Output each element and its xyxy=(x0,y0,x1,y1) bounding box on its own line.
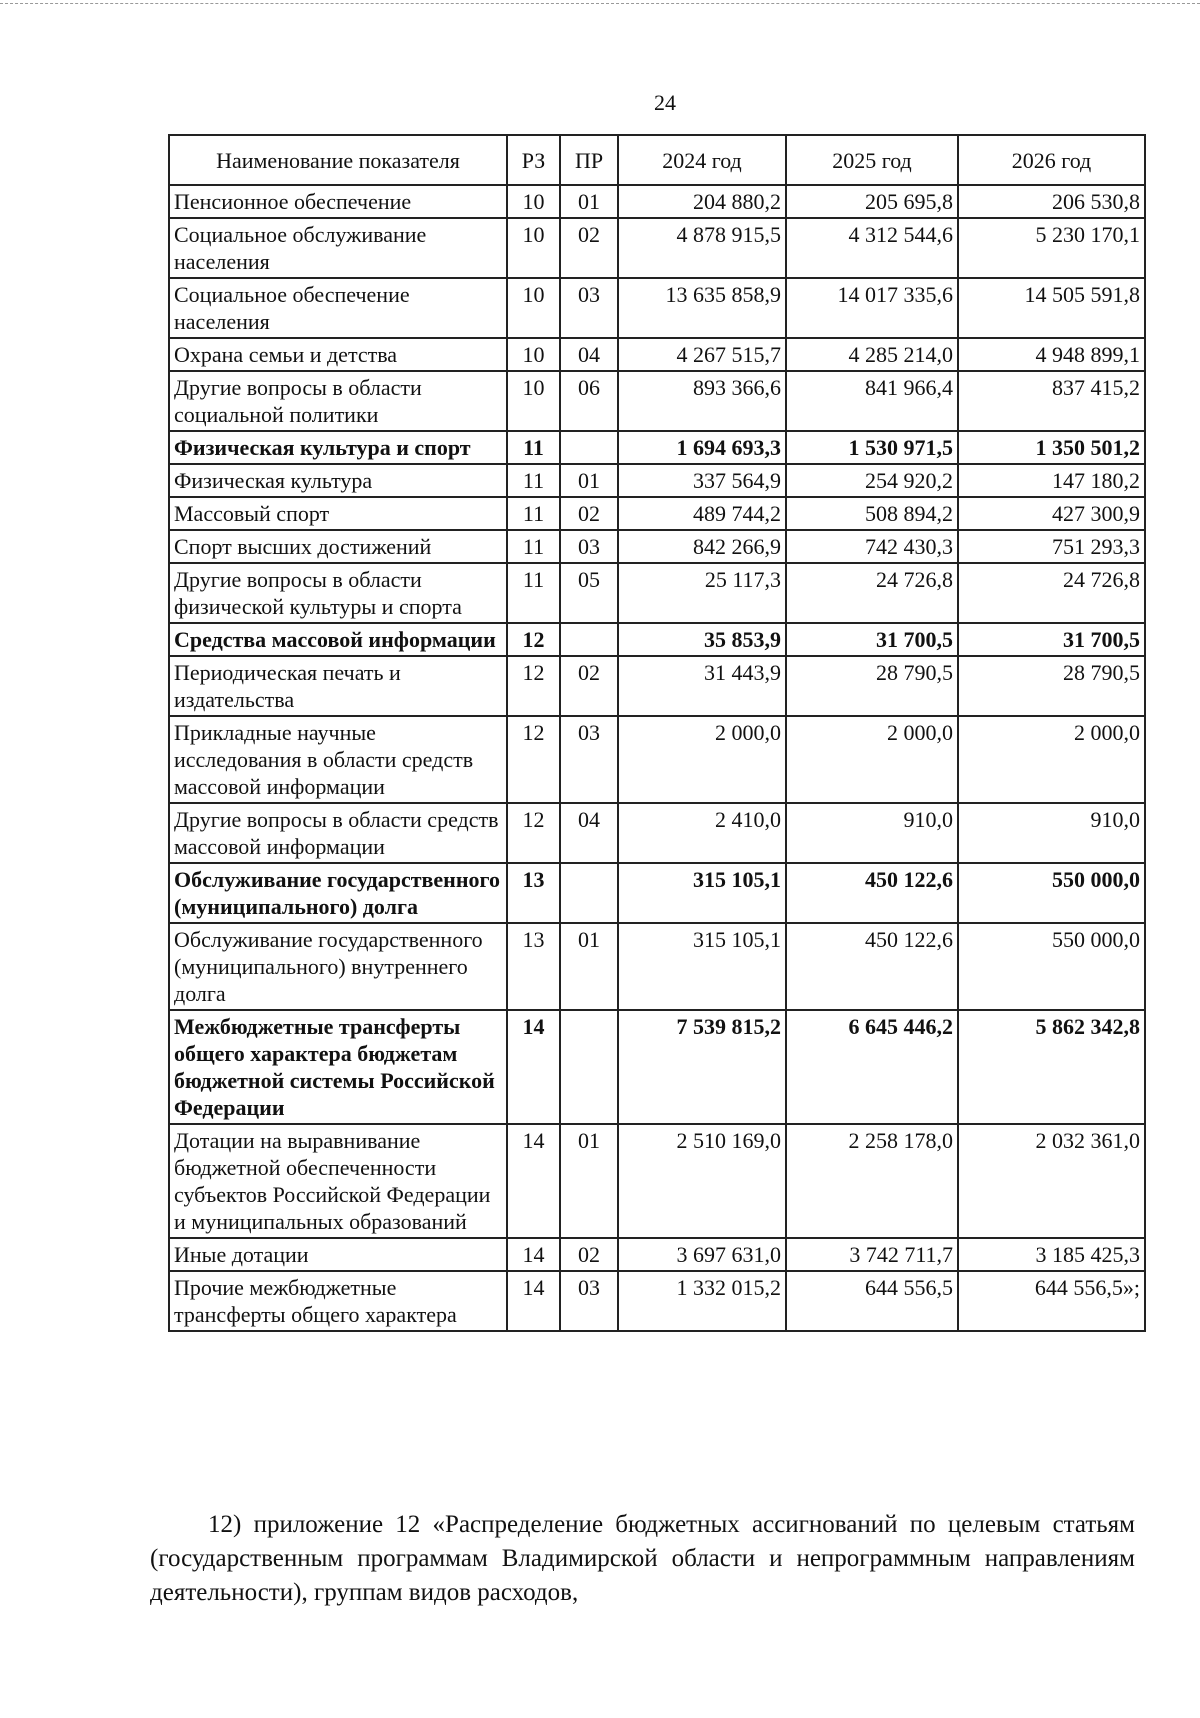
row-name: Периодическая печать и издательства xyxy=(169,656,507,716)
table-row xyxy=(169,1124,1145,1238)
table-row xyxy=(169,623,1145,656)
row-rz: 14 xyxy=(507,1271,560,1331)
row-value-2026: 5 862 342,8 xyxy=(958,1010,1145,1124)
table-row xyxy=(169,278,1145,338)
row-pr xyxy=(560,623,618,656)
table-body xyxy=(169,185,1145,1331)
row-name: Охрана семьи и детства xyxy=(169,338,507,371)
row-pr: 03 xyxy=(560,716,618,803)
row-name: Другие вопросы в области физической культуры и спорта xyxy=(169,563,507,623)
table-row xyxy=(169,563,1145,623)
row-value-2024: 315 105,1 xyxy=(618,923,786,1010)
table-row xyxy=(169,1010,1145,1124)
row-value-2026: 14 505 591,8 xyxy=(958,278,1145,338)
row-rz: 11 xyxy=(507,530,560,563)
row-value-2025: 2 000,0 xyxy=(786,716,958,803)
row-pr: 04 xyxy=(560,338,618,371)
row-value-2026: 644 556,5»; xyxy=(958,1271,1145,1331)
table-row xyxy=(169,338,1145,371)
row-name: Физическая культура и спорт xyxy=(169,431,507,464)
continuation-paragraph: 12) приложение 12 «Распределение бюджетных ассигнований по целевым статьям (государственным программам Владимирской области и непрограммным направлениям деятельности), группам видов расходов, xyxy=(150,1511,1135,1606)
table-row xyxy=(169,923,1145,1010)
row-value-2026: 31 700,5 xyxy=(958,623,1145,656)
row-pr: 01 xyxy=(560,1124,618,1238)
row-value-2026: 4 948 899,1 xyxy=(958,338,1145,371)
table-row xyxy=(169,1271,1145,1331)
row-pr xyxy=(560,863,618,923)
row-value-2026: 24 726,8 xyxy=(958,563,1145,623)
row-value-2026: 5 230 170,1 xyxy=(958,218,1145,278)
table-row xyxy=(169,530,1145,563)
table-row xyxy=(169,371,1145,431)
row-name: Пенсионное обеспечение xyxy=(169,185,507,218)
row-value-2025: 2 258 178,0 xyxy=(786,1124,958,1238)
row-value-2025: 205 695,8 xyxy=(786,185,958,218)
row-rz: 12 xyxy=(507,803,560,863)
page-top-edge xyxy=(0,3,1200,4)
row-pr: 02 xyxy=(560,497,618,530)
row-rz: 12 xyxy=(507,656,560,716)
table-row xyxy=(169,863,1145,923)
row-value-2025: 28 790,5 xyxy=(786,656,958,716)
row-value-2024: 204 880,2 xyxy=(618,185,786,218)
header-pr: ПР xyxy=(560,135,618,185)
row-value-2026: 28 790,5 xyxy=(958,656,1145,716)
row-value-2024: 13 635 858,9 xyxy=(618,278,786,338)
row-value-2025: 841 966,4 xyxy=(786,371,958,431)
row-name: Прочие межбюджетные трансферты общего характера xyxy=(169,1271,507,1331)
row-value-2026: 837 415,2 xyxy=(958,371,1145,431)
row-value-2026: 2 032 361,0 xyxy=(958,1124,1145,1238)
row-pr: 04 xyxy=(560,803,618,863)
table-row xyxy=(169,1238,1145,1271)
row-value-2026: 751 293,3 xyxy=(958,530,1145,563)
header-2025: 2025 год xyxy=(786,135,958,185)
row-value-2025: 644 556,5 xyxy=(786,1271,958,1331)
table-row xyxy=(169,218,1145,278)
row-rz: 10 xyxy=(507,338,560,371)
row-value-2026: 206 530,8 xyxy=(958,185,1145,218)
row-rz: 13 xyxy=(507,863,560,923)
row-rz: 10 xyxy=(507,218,560,278)
row-name: Дотации на выравнивание бюджетной обеспеченности субъектов Российской Федерации и муниципальных образований xyxy=(169,1124,507,1238)
row-pr xyxy=(560,431,618,464)
table-row xyxy=(169,431,1145,464)
header-2024: 2024 год xyxy=(618,135,786,185)
row-value-2024: 25 117,3 xyxy=(618,563,786,623)
row-name: Прикладные научные исследования в области средств массовой информации xyxy=(169,716,507,803)
row-name: Социальное обеспечение населения xyxy=(169,278,507,338)
row-value-2026: 2 000,0 xyxy=(958,716,1145,803)
row-value-2026: 550 000,0 xyxy=(958,863,1145,923)
row-value-2025: 4 285 214,0 xyxy=(786,338,958,371)
row-value-2026: 910,0 xyxy=(958,803,1145,863)
row-value-2025: 4 312 544,6 xyxy=(786,218,958,278)
row-value-2024: 337 564,9 xyxy=(618,464,786,497)
row-name: Социальное обслуживание населения xyxy=(169,218,507,278)
row-pr: 02 xyxy=(560,656,618,716)
row-pr: 06 xyxy=(560,371,618,431)
row-rz: 10 xyxy=(507,185,560,218)
row-pr: 05 xyxy=(560,563,618,623)
row-pr xyxy=(560,1010,618,1124)
row-value-2026: 3 185 425,3 xyxy=(958,1238,1145,1271)
table-header-row xyxy=(169,135,1145,185)
row-value-2025: 742 430,3 xyxy=(786,530,958,563)
row-pr: 01 xyxy=(560,185,618,218)
row-value-2024: 35 853,9 xyxy=(618,623,786,656)
row-value-2026: 147 180,2 xyxy=(958,464,1145,497)
row-rz: 12 xyxy=(507,716,560,803)
table-row xyxy=(169,803,1145,863)
row-value-2024: 1 694 693,3 xyxy=(618,431,786,464)
table-row xyxy=(169,185,1145,218)
row-value-2024: 3 697 631,0 xyxy=(618,1238,786,1271)
row-rz: 11 xyxy=(507,563,560,623)
row-value-2024: 2 000,0 xyxy=(618,716,786,803)
row-value-2024: 315 105,1 xyxy=(618,863,786,923)
row-name: Средства массовой информации xyxy=(169,623,507,656)
row-value-2025: 1 530 971,5 xyxy=(786,431,958,464)
row-name: Иные дотации xyxy=(169,1238,507,1271)
page-number: 24 xyxy=(654,90,676,115)
row-pr: 01 xyxy=(560,464,618,497)
row-pr: 02 xyxy=(560,1238,618,1271)
row-value-2024: 842 266,9 xyxy=(618,530,786,563)
row-value-2025: 910,0 xyxy=(786,803,958,863)
row-value-2024: 7 539 815,2 xyxy=(618,1010,786,1124)
row-value-2025: 450 122,6 xyxy=(786,863,958,923)
row-value-2024: 4 267 515,7 xyxy=(618,338,786,371)
row-value-2024: 489 744,2 xyxy=(618,497,786,530)
row-value-2024: 1 332 015,2 xyxy=(618,1271,786,1331)
row-value-2024: 31 443,9 xyxy=(618,656,786,716)
table-row xyxy=(169,716,1145,803)
row-rz: 11 xyxy=(507,431,560,464)
row-value-2025: 3 742 711,7 xyxy=(786,1238,958,1271)
row-value-2025: 24 726,8 xyxy=(786,563,958,623)
header-2026: 2026 год xyxy=(958,135,1145,185)
row-value-2026: 550 000,0 xyxy=(958,923,1145,1010)
table-row xyxy=(169,656,1145,716)
row-pr: 03 xyxy=(560,1271,618,1331)
row-value-2026: 1 350 501,2 xyxy=(958,431,1145,464)
header-indicator-name: Наименование показателя xyxy=(169,135,507,185)
row-rz: 11 xyxy=(507,497,560,530)
row-value-2026: 427 300,9 xyxy=(958,497,1145,530)
row-rz: 10 xyxy=(507,371,560,431)
row-rz: 14 xyxy=(507,1010,560,1124)
row-rz: 14 xyxy=(507,1238,560,1271)
row-value-2025: 254 920,2 xyxy=(786,464,958,497)
row-name: Физическая культура xyxy=(169,464,507,497)
row-pr: 02 xyxy=(560,218,618,278)
budget-table xyxy=(168,134,1146,1332)
row-name: Межбюджетные трансферты общего характера бюджетам бюджетной системы Российской Федерации xyxy=(169,1010,507,1124)
row-name: Массовый спорт xyxy=(169,497,507,530)
row-name: Спорт высших достижений xyxy=(169,530,507,563)
row-pr: 03 xyxy=(560,530,618,563)
row-value-2025: 508 894,2 xyxy=(786,497,958,530)
row-value-2025: 6 645 446,2 xyxy=(786,1010,958,1124)
row-value-2024: 2 410,0 xyxy=(618,803,786,863)
row-name: Обслуживание государственного (муниципального) внутреннего долга xyxy=(169,923,507,1010)
row-value-2025: 450 122,6 xyxy=(786,923,958,1010)
row-value-2025: 14 017 335,6 xyxy=(786,278,958,338)
row-rz: 14 xyxy=(507,1124,560,1238)
row-rz: 11 xyxy=(507,464,560,497)
row-rz: 13 xyxy=(507,923,560,1010)
row-value-2025: 31 700,5 xyxy=(786,623,958,656)
table-row xyxy=(169,497,1145,530)
row-name: Обслуживание государственного (муниципального) долга xyxy=(169,863,507,923)
row-name: Другие вопросы в области социальной политики xyxy=(169,371,507,431)
header-rz: РЗ xyxy=(507,135,560,185)
row-value-2024: 893 366,6 xyxy=(618,371,786,431)
row-pr: 01 xyxy=(560,923,618,1010)
row-rz: 10 xyxy=(507,278,560,338)
row-name: Другие вопросы в области средств массовой информации xyxy=(169,803,507,863)
row-value-2024: 2 510 169,0 xyxy=(618,1124,786,1238)
table-row xyxy=(169,464,1145,497)
row-value-2024: 4 878 915,5 xyxy=(618,218,786,278)
row-pr: 03 xyxy=(560,278,618,338)
row-rz: 12 xyxy=(507,623,560,656)
